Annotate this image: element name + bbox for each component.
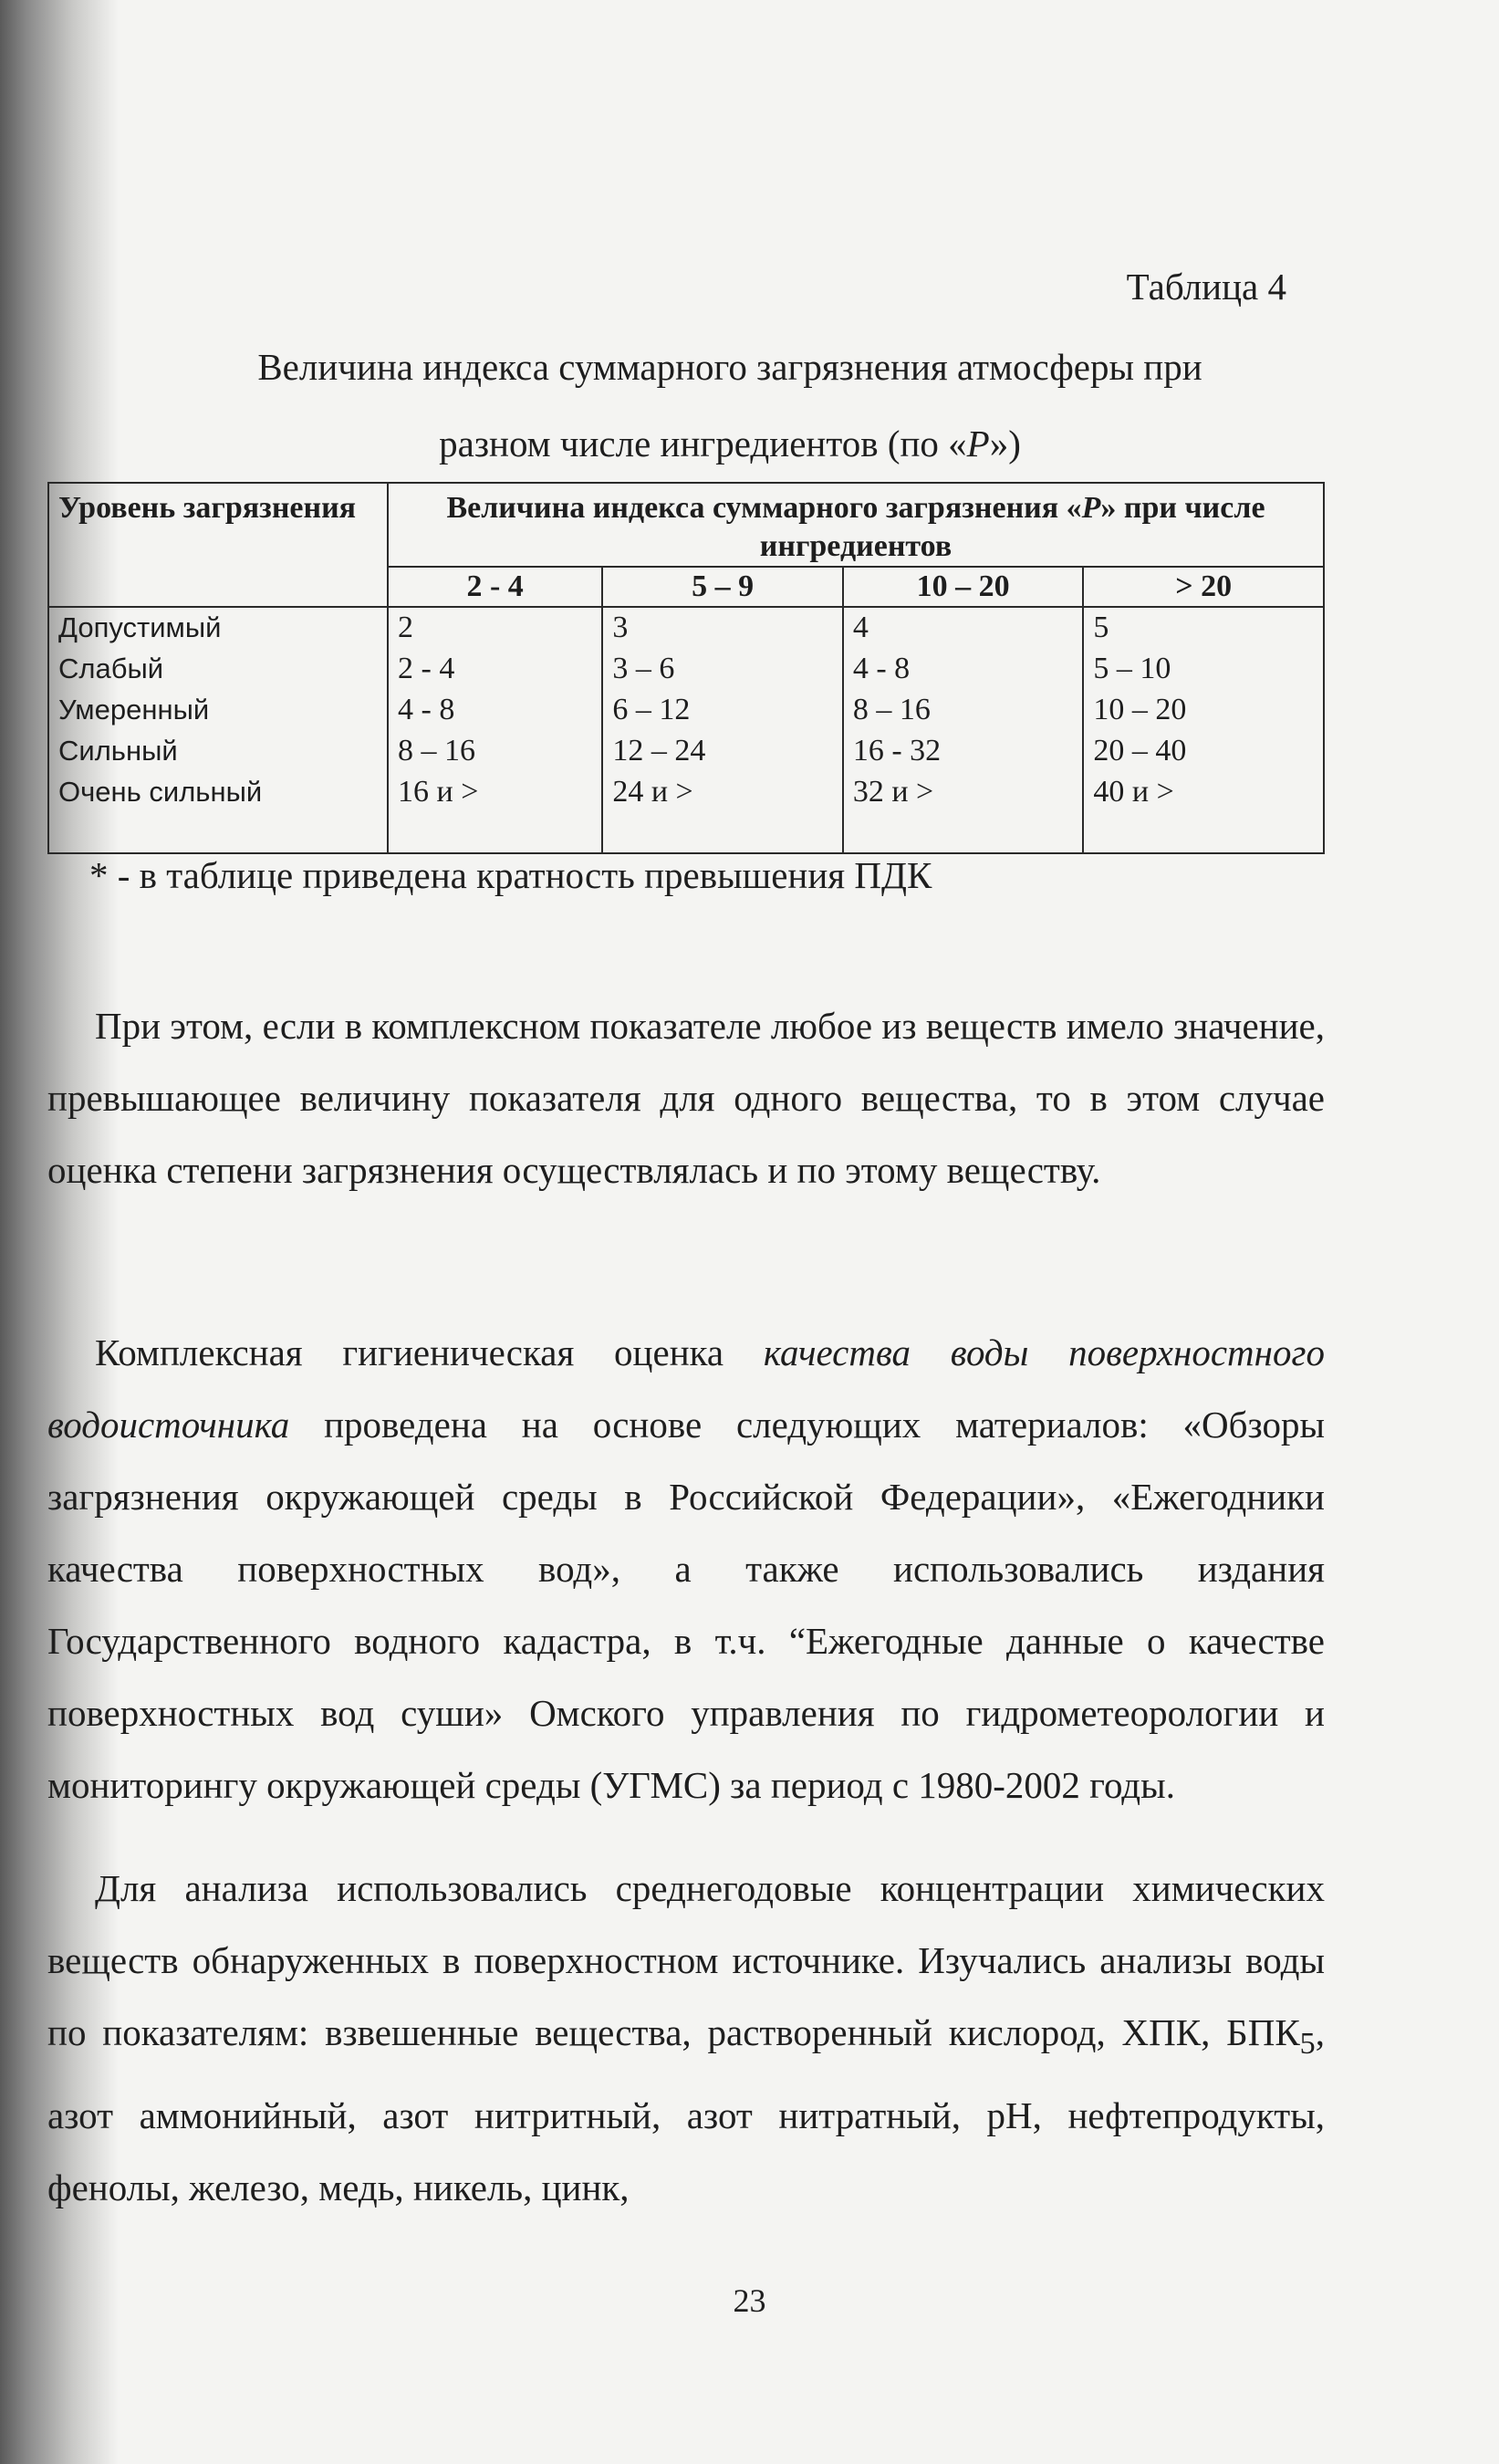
table-footnote: * - в таблице приведена кратность превышения ПДК [89, 854, 932, 896]
table-row [48, 731, 1324, 772]
header-index-start: Величина индекса суммарного загрязнения « [446, 491, 1082, 525]
paragraph-1: При этом, если в комплексном показателе любое из веществ имело значение, превышающее величину показателя для одного вещества, то в этом случае оценка степени загрязнения осуществлялась и по этому веществу. [47, 1005, 1325, 1191]
value-cell: 16 - 32 [843, 731, 1084, 772]
value-cell: 4 [843, 607, 1084, 649]
value-cell: 6 – 12 [602, 690, 843, 731]
value-cell: 12 – 24 [602, 731, 843, 772]
paragraph-2-italic: качества воды поверхностного водоисточника [47, 1331, 1325, 1446]
subheader-5-9: 5 – 9 [602, 567, 843, 607]
value-cell: 24 и > [602, 772, 843, 853]
value-cell: 4 - 8 [843, 649, 1084, 690]
subheader-10-20: 10 – 20 [843, 567, 1084, 607]
value-cell: 40 и > [1083, 772, 1324, 853]
header-index-end: » при числе ингредиентов [759, 491, 1265, 563]
level-cell: Умеренный [48, 690, 388, 731]
caption-line-2-start: разном числе ингредиентов (по « [439, 423, 967, 465]
table-row [48, 649, 1324, 690]
subheader-over-20: > 20 [1083, 567, 1324, 607]
bod-subscript: 5 [1299, 2027, 1316, 2062]
level-cell: Слабый [48, 649, 388, 690]
value-cell: 5 – 10 [1083, 649, 1324, 690]
caption-line-1: Величина индекса суммарного загрязнения атмосферы при [257, 346, 1202, 388]
paragraph-2 [47, 1317, 1325, 1822]
subheader-2-4: 2 - 4 [388, 567, 602, 607]
table-row [48, 690, 1324, 731]
paragraph-2-rest: проведена на основе следующих материалов: «Обзоры загрязнения окружающей среды в Российской Федерации», «Ежегодники качества поверхностных вод», а также использовались издания Государственного водного кадастра, в т.ч. “Ежегодные данные о качестве поверхностных вод суши» Омского управления по гидрометеорологии и мониторингу окружающей среды (УГМС) за период с 1980-2002 годы. [47, 1404, 1325, 1806]
value-cell: 4 - 8 [388, 690, 602, 731]
value-cell: 8 – 16 [843, 690, 1084, 731]
value-cell: 2 [388, 607, 602, 649]
header-p-symbol: P [1081, 491, 1101, 525]
value-cell: 20 – 40 [1083, 731, 1324, 772]
header-level: Уровень загрязнения [48, 483, 388, 607]
table-number: Таблица 4 [1126, 266, 1286, 308]
level-cell: Допустимый [48, 607, 388, 649]
value-cell: 3 [602, 607, 843, 649]
pollution-index-table [47, 482, 1325, 854]
paragraph-3-rest: , азот аммонийный, азот нитритный, азот нитратный, pH, нефтепродукты, фенолы, железо, медь, никель, цинк, [47, 2011, 1325, 2209]
value-cell: 16 и > [388, 772, 602, 853]
value-cell: 3 – 6 [602, 649, 843, 690]
paragraph-2-start: Комплексная гигиеническая оценка [95, 1331, 764, 1373]
value-cell: 2 - 4 [388, 649, 602, 690]
page-number: 23 [733, 2282, 766, 2319]
level-cell: Сильный [48, 731, 388, 772]
level-cell: Очень сильный [48, 772, 388, 853]
paragraph-3 [47, 1853, 1325, 2224]
value-cell: 5 [1083, 607, 1324, 649]
header-index [388, 483, 1324, 567]
value-cell: 10 – 20 [1083, 690, 1324, 731]
value-cell: 8 – 16 [388, 731, 602, 772]
table-caption [164, 329, 1296, 482]
table-row [48, 607, 1324, 649]
caption-line-2-end: ») [989, 423, 1021, 465]
value-cell: 32 и > [843, 772, 1084, 853]
paragraph-3-start: Для анализа использовались среднегодовые концентрации химических веществ обнаруженных в поверхностном источнике. Изучались анализы воды по показателям: взвешенные вещества, растворенный кислород, ХПК, БПК [47, 1867, 1325, 2053]
caption-p-symbol: P [966, 423, 990, 465]
caption-line-2 [164, 405, 1296, 482]
table-row [48, 772, 1324, 853]
